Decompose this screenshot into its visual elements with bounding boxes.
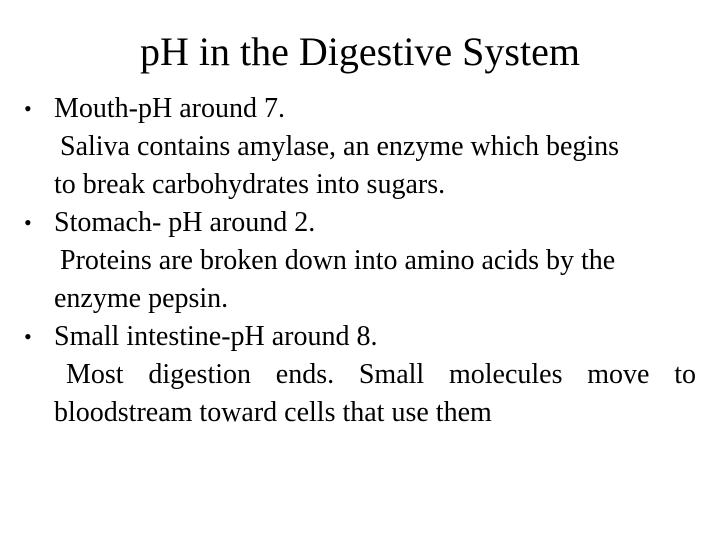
- bullet-icon: •: [24, 96, 32, 121]
- bullet-icon: •: [24, 324, 32, 349]
- slide-body: [24, 90, 696, 432]
- bullet-icon: •: [24, 210, 32, 235]
- bullet-detail-line: Most digestion ends. Small molecules move to: [66, 359, 696, 390]
- bullet-heading: Small intestine-pH around 8.: [54, 321, 378, 352]
- bullet-detail-line: to break carbohydrates into sugars.: [54, 169, 446, 200]
- bullet-item-stomach: [24, 204, 696, 242]
- bullet-heading: Mouth-pH around 7.: [54, 93, 285, 124]
- bullet-detail-line: bloodstream toward cells that use them: [54, 397, 492, 428]
- bullet-detail-line: Saliva contains amylase, an enzyme which begins: [60, 131, 620, 162]
- bullet-item-mouth: [24, 90, 696, 128]
- bullet-item-small-intestine: [24, 318, 696, 356]
- bullet-heading: Stomach- pH around 2.: [54, 207, 316, 238]
- bullet-detail-line: enzyme pepsin.: [54, 283, 229, 314]
- slide-title: pH in the Digestive System: [140, 29, 580, 74]
- bullet-detail-line: Proteins are broken down into amino acids by the: [60, 245, 616, 276]
